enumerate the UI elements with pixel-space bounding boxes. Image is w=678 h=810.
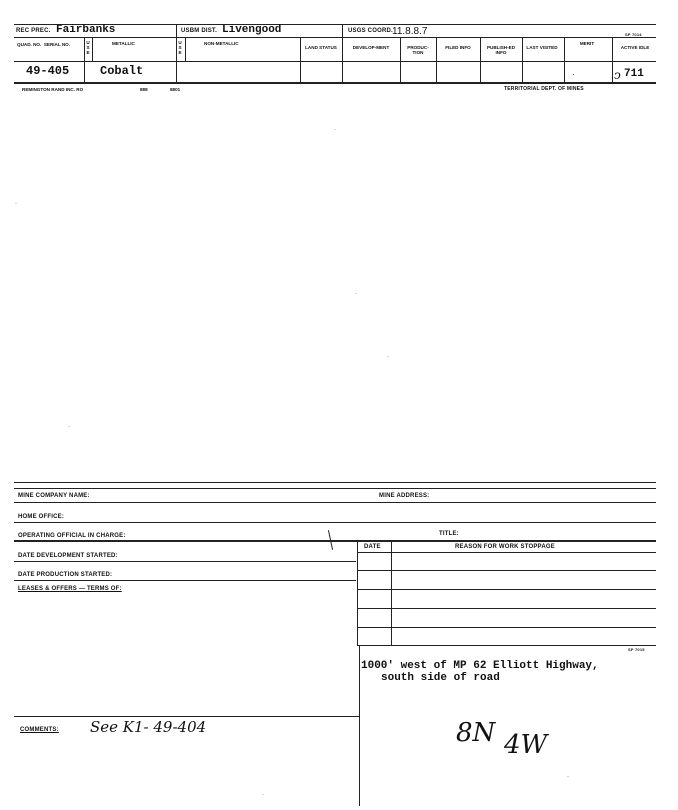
- stoppage-reason-header: REASON FOR WORK STOPPAGE: [455, 544, 555, 550]
- mine-address-label: MINE ADDRESS:: [379, 493, 430, 499]
- use-metallic-header: U S E: [86, 40, 90, 55]
- merit-dot: ·: [572, 70, 575, 79]
- footer-code-1: 888: [140, 87, 148, 92]
- leases-label: LEASES & OFFERS — TERMS OF:: [18, 586, 122, 592]
- title-label: TITLE:: [439, 531, 459, 537]
- production-header: PRODUC-TION: [407, 45, 429, 55]
- active-idle-header: ACTIVE IDLE: [620, 45, 650, 50]
- handwritten-range: 4W: [504, 730, 548, 760]
- rec-prec-value: Fairbanks: [56, 24, 116, 36]
- comments-value: See K1- 49-404: [90, 718, 207, 736]
- merit-header: MERIT: [579, 41, 595, 46]
- last-visited-header: LAST VISITED: [526, 45, 558, 50]
- usgs-coord-value: 11.8.8.7: [392, 26, 428, 37]
- mine-company-name-label: MINE COMPANY NAME:: [18, 493, 90, 499]
- footer-printer: REMINGTON RAND INC. RO: [22, 87, 84, 92]
- land-status-header: LAND STATUS: [305, 45, 337, 50]
- comments-label: COMMENTS:: [20, 727, 59, 733]
- filed-info-header: FILED INFO: [445, 45, 471, 50]
- usbm-dist-label: USBM DIST.: [181, 28, 218, 34]
- metallic-value: Cobalt: [100, 64, 144, 78]
- usgs-coord-label: USGS COORD.: [348, 28, 393, 34]
- quad-serial-value: 49-405: [26, 64, 70, 78]
- stoppage-date-header: DATE: [364, 544, 381, 550]
- location-line-2: south side of road: [381, 672, 500, 684]
- footer-dept: TERRITORIAL DEPT. OF MINES: [504, 86, 584, 92]
- tick-mark: ↄ: [614, 68, 621, 82]
- handwritten-township: 8N: [456, 718, 496, 748]
- use-nonmetallic-header: U S E: [178, 40, 182, 55]
- published-info-header: PUBLISH-ED INFO: [486, 45, 516, 55]
- rec-prec-label: REC PREC.: [16, 28, 51, 34]
- non-metallic-header: NON-METALLIC: [204, 41, 239, 46]
- development-header: DEVELOP-MENT: [352, 45, 390, 50]
- home-office-label: HOME OFFICE:: [18, 514, 65, 520]
- usbm-dist-value: Livengood: [222, 24, 282, 36]
- operating-official-label: OPERATING OFFICIAL IN CHARGE:: [18, 533, 126, 539]
- date-production-label: DATE PRODUCTION STARTED:: [18, 572, 113, 578]
- form-number-top: SP 7014: [625, 32, 642, 37]
- quad-serial-header: QUAD. NO. SERIAL NO.: [17, 42, 71, 47]
- metallic-header: METALLIC: [112, 41, 135, 46]
- active-idle-value: 711: [624, 68, 644, 80]
- footer-code-2: 8801: [170, 87, 181, 92]
- location-line-1: 1000' west of MP 62 Elliott Highway,: [361, 660, 599, 672]
- date-development-label: DATE DEVELOPMENT STARTED:: [18, 553, 118, 559]
- form-number-bottom: SP 7015: [628, 647, 645, 652]
